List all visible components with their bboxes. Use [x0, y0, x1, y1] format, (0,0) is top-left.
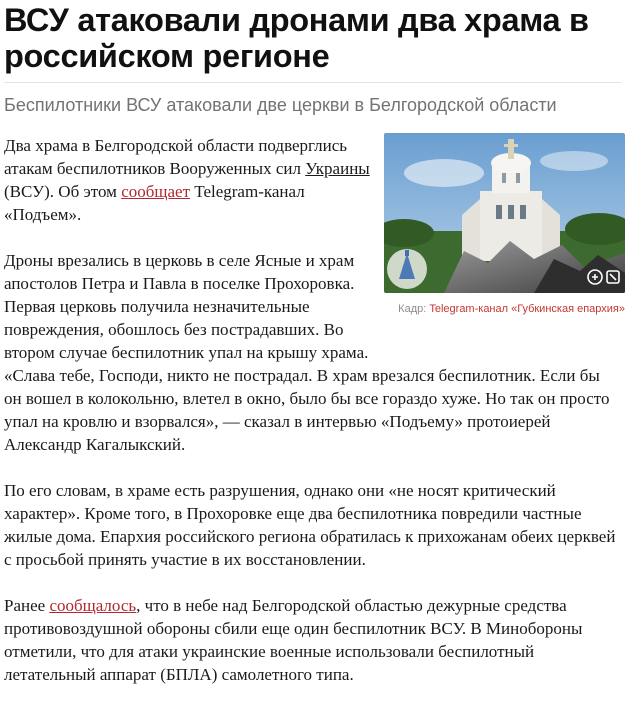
- article-title: ВСУ атаковали дронами два храма в российском регионе: [4, 2, 589, 74]
- paragraph-2-text: Дроны врезались в церковь в селе Ясные и храм апостолов Петра и Павла в поселке Прохоровка. Первая церковь получила незначительные повреждения, обошлось без пострадавших. Во втором случае беспилотник упал на крышу храма. «Слава тебе, Господи, никто не пострадал. В храм врезался беспилотник. Если бы он вошел в колокольню, влетел в окно, было бы все гораздо хуже. Но так он просто упал на кровлю и взорвался», — сказал в интервью «Подъему» протоиерей Александр Кагалыкский.: [4, 251, 610, 454]
- paragraph-1-text: (ВСУ). Об этом: [4, 182, 122, 201]
- caption-source-link[interactable]: Telegram-канал «Губкинская епархия»: [429, 303, 625, 315]
- link-reported-earlier[interactable]: сообщалось: [49, 596, 137, 615]
- article-body: [4, 134, 621, 709]
- paragraph-1: [4, 134, 374, 226]
- paragraph-4-text: Ранее: [4, 596, 50, 615]
- paragraph-4-text: , что в небе над Белгородской областью дежурные средства противовоздушной обороны сбили еще один беспилотник ВСУ. В Минобороны отметили, что для атаки украинские военные использовали беспилотный летательный аппарат (БПЛА) самолетного типа.: [4, 596, 583, 684]
- link-reported[interactable]: сообщает: [121, 182, 190, 201]
- paragraph-1-text: Два храма в Белгородской области подверглись атакам беспилотников Вооруженных сил: [4, 136, 348, 178]
- paragraph-2: [4, 249, 621, 456]
- paragraph-4: [4, 594, 621, 686]
- link-ukraine[interactable]: Украины: [305, 159, 370, 178]
- title-divider: [4, 82, 621, 83]
- paragraph-1-text: Telegram-канал «Подъем».: [4, 182, 305, 224]
- paragraph-3: По его словам, в храме есть разрушения, однако они «не носят критический характер». Кроме того, в Прохоровке еще два беспилотника повредили частные жилые дома. Епархия российского региона обратилась к прихожанам обеих церквей с просьбой принять участие в их восстановлении.: [4, 481, 616, 569]
- caption-prefix: Кадр:: [398, 303, 427, 315]
- article-subtitle: Беспилотники ВСУ атаковали две церкви в Белгородской области: [4, 95, 557, 115]
